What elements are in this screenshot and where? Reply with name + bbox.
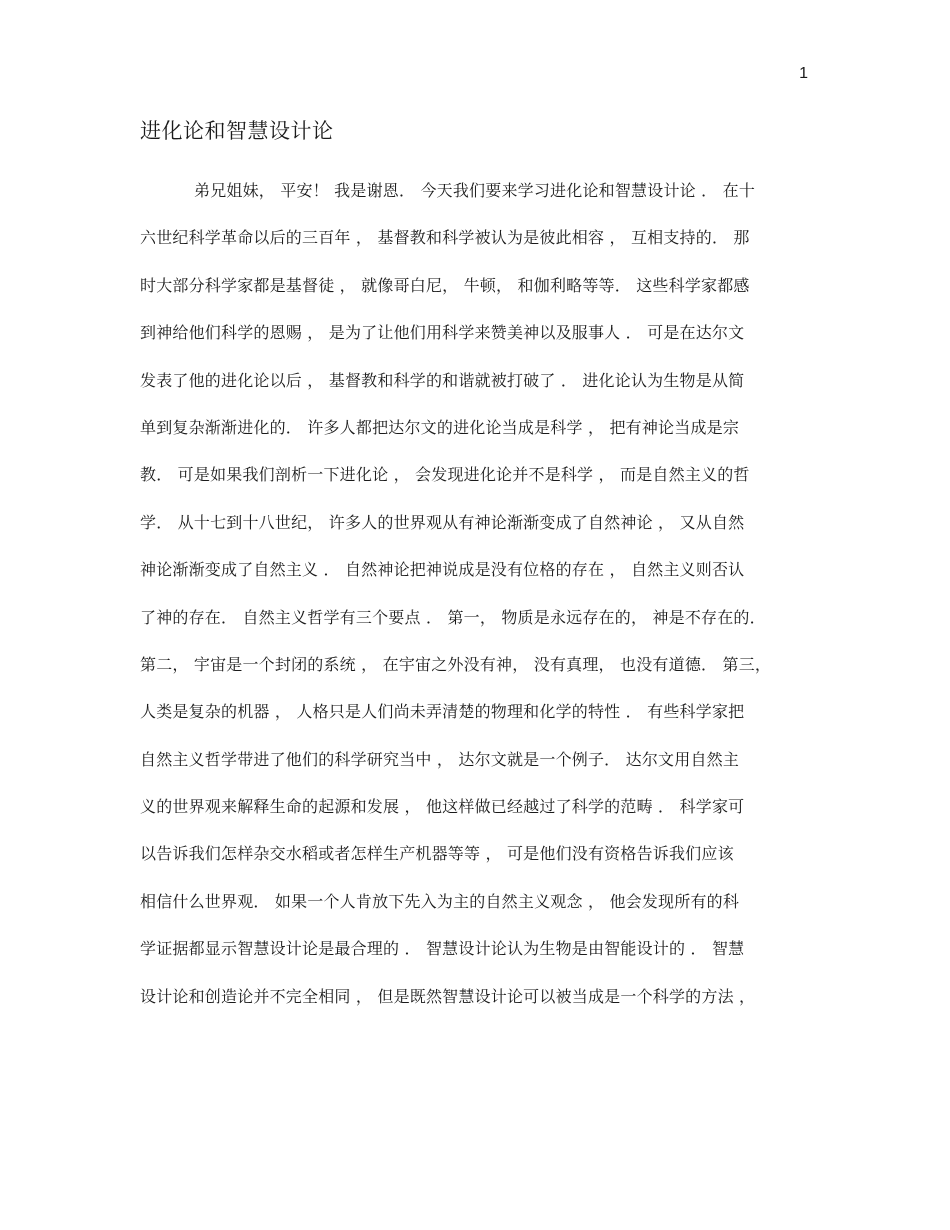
body-line: 发表了他的进化论以后 ， 基督教和科学的和谐就被打破了 ． 进化论认为生物是从简 [140,370,745,390]
body-line: 相信什么世界观． 如果一个人肯放下先入为主的自然主义观念 ， 他会发现所有的科 [140,891,740,911]
body-line: 自然主义哲学带进了他们的科学研究当中 ， 达尔文就是一个例子． 达尔文用自然主 [140,749,740,769]
body-line: 设计论和创造论并不完全相同 ， 但是既然智慧设计论可以被当成是一个科学的方法 ， [140,986,756,1006]
document-title: 进化论和智慧设计论 [140,119,334,143]
body-line: 以告诉我们怎样杂交水稻或者怎样生产机器等等 ， 可是他们没有资格告诉我们应该 [140,844,734,864]
body-line: 六世纪科学革命以后的三百年 ， 基督教和科学被认为是彼此相容 ， 互相支持的． 那 [140,228,750,248]
body-line: 单到复杂渐渐进化的． 许多人都把达尔文的进化论当成是科学 ， 把有神论当成是宗 [140,417,740,437]
body-line: 义的世界观来解释生命的起源和发展 ， 他这样做已经越过了科学的范畴 ． 科学家可 [140,797,745,817]
body-line: 了神的存在． 自然主义哲学有三个要点 ． 第一， 物质是永远存在的， 神是不存在的． [140,607,766,627]
body-line: 学． 从十七到十八世纪， 许多人的世界观从有神论渐渐变成了自然神论 ， 又从自然 [140,512,745,532]
body-text [140,176,830,1029]
body-line: 到神给他们科学的恩赐 ， 是为了让他们用科学来赞美神以及服事人 ． 可是在达尔文 [140,323,745,343]
body-line: 神论渐渐变成了自然主义 ． 自然神论把神说成是没有位格的存在 ， 自然主义则否认 [140,560,745,580]
body-line: 时大部分科学家都是基督徒 ， 就像哥白尼， 牛顿， 和伽利略等等． 这些科学家都感 [140,275,750,295]
page-number: 1 [799,65,808,82]
body-line: 弟兄姐妹， 平安！ 我是谢恩． 今天我们要来学习进化论和智慧设计论 ． 在十 [194,181,756,200]
body-line: 第二， 宇宙是一个封闭的系统 ， 在宇宙之外没有神， 没有真理， 也没有道德． 第三， [140,654,772,674]
body-line: 学证据都显示智慧设计论是最合理的 ． 智慧设计论认为生物是由智能设计的 ． 智慧 [140,939,745,959]
body-line: 教． 可是如果我们剖析一下进化论 ， 会发现进化论并不是科学 ， 而是自然主义的哲 [140,465,750,485]
body-line: 人类是复杂的机器 ， 人格只是人们尚未弄清楚的物理和化学的特性 ． 有些科学家把 [140,702,745,722]
